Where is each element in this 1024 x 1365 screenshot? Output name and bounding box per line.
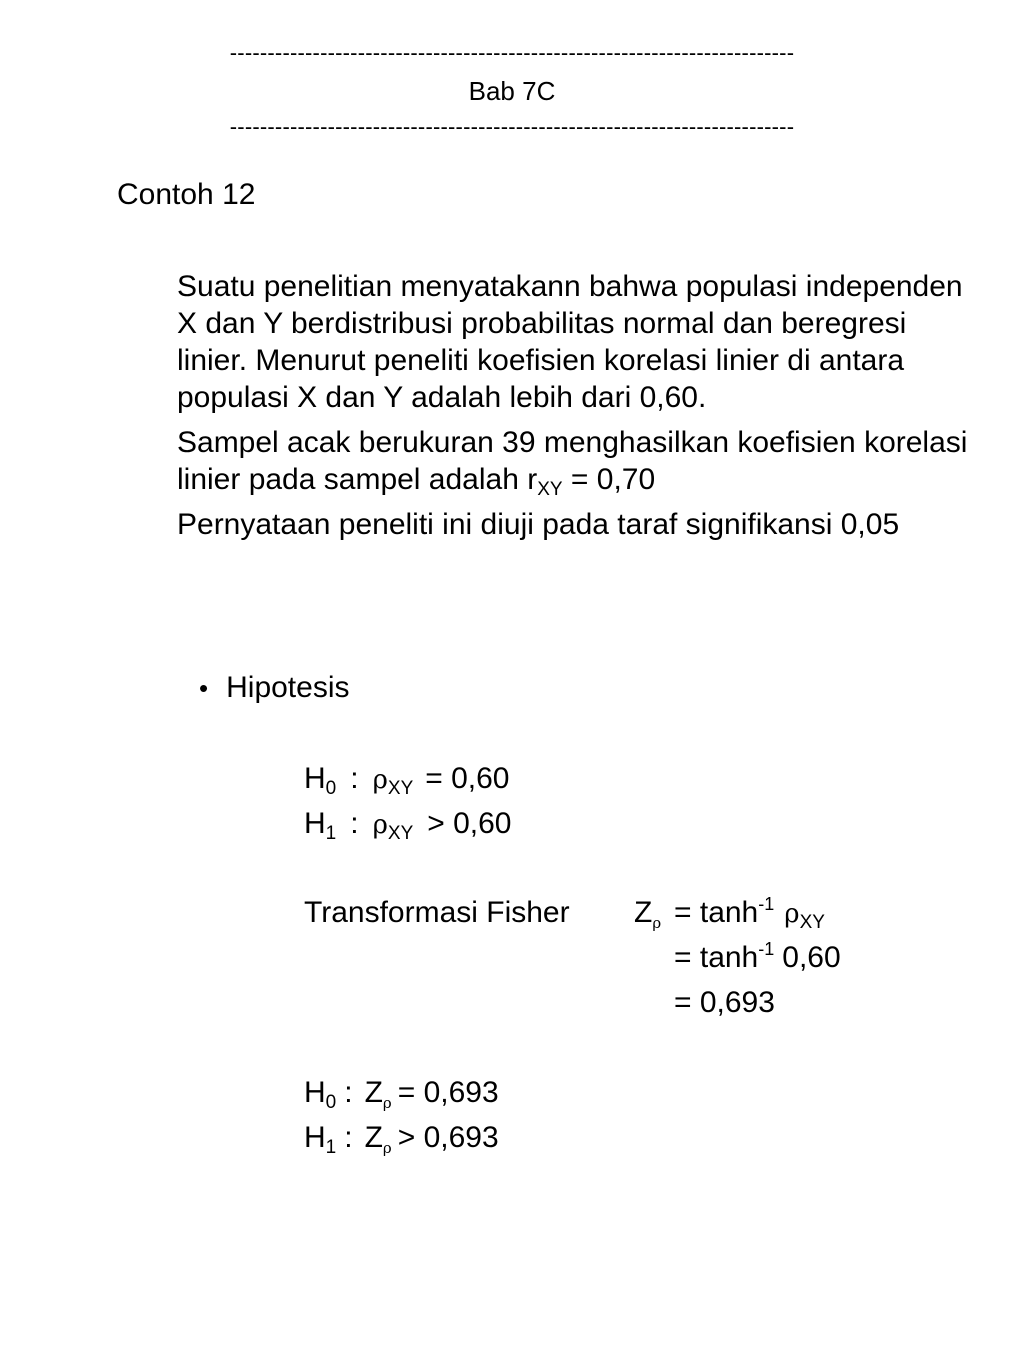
bullet-label: Hipotesis [226, 671, 350, 704]
h1-letter: H [304, 807, 326, 840]
z-h0-colon: : [344, 1076, 353, 1109]
fisher-z-letter: Z [634, 896, 653, 929]
chapter-title: Bab 7C [468, 76, 556, 106]
z-h1-relation: > 0,693 [397, 1121, 499, 1154]
fisher-z [634, 894, 661, 931]
fisher-eq1-prefix: = tanh [674, 896, 759, 929]
fisher-eq1-rho-subscript: XY [799, 912, 825, 933]
problem-p2-subscript: XY [537, 479, 563, 500]
z-h1-z-letter: Z [364, 1121, 383, 1154]
fisher-eq2-prefix: = tanh [674, 941, 759, 974]
h1-relation: > 0,60 [427, 807, 512, 840]
fisher-eq2-value: 0,60 [782, 941, 841, 974]
bullet-dot: • [199, 673, 209, 703]
h1-rho-symbol: ρ [372, 810, 388, 840]
hypothesis-h0-z [304, 1074, 499, 1111]
fisher-eq1-rho: ρ [784, 899, 800, 929]
fisher-equation-1 [674, 894, 825, 933]
h0-rho-symbol: ρ [372, 765, 388, 795]
problem-paragraph-3: Pernyataan peneliti ini diuji pada taraf signifikansi 0,05 [177, 508, 900, 541]
fisher-label: Transformasi Fisher [304, 896, 570, 929]
z-h1-colon: : [344, 1121, 353, 1154]
example-title: Contoh 12 [117, 178, 256, 211]
z-h0-z-subscript: ρ [382, 1094, 392, 1112]
hypothesis-h0-rho [304, 760, 510, 799]
z-h0-letter: H [304, 1076, 326, 1109]
z-h0-z-letter: Z [364, 1076, 383, 1109]
fisher-eq1-superscript: -1 [758, 894, 775, 914]
h0-letter: H [304, 762, 326, 795]
hypothesis-h1-z [304, 1119, 499, 1156]
h0-relation: = 0,60 [425, 762, 510, 795]
z-h0-subscript: 0 [325, 1092, 337, 1113]
h0-subscript: 0 [325, 778, 337, 799]
problem-p2-value: = 0,70 [562, 463, 656, 496]
z-h1-letter: H [304, 1121, 326, 1154]
z-h1-subscript: 1 [325, 1137, 337, 1158]
bullet-hipotesis [199, 669, 350, 707]
h1-subscript: 1 [325, 823, 337, 844]
problem-paragraph-1: Suatu penelitian menyatakann bahwa populasi independen X dan Y berdistribusi probabilitas normal dan beregresi linier. Menurut peneliti koefisien korelasi linier di antara populasi X dan Y adalah lebih dari 0,60. [177, 270, 963, 414]
h1-colon: : [350, 807, 359, 840]
z-h0-relation: = 0,693 [397, 1076, 499, 1109]
hypothesis-h1-rho [304, 805, 512, 844]
z-h1-z-subscript: ρ [382, 1139, 392, 1157]
h0-colon: : [350, 762, 359, 795]
fisher-equation-3: = 0,693 [674, 986, 775, 1019]
fisher-z-subscript: ρ [652, 914, 662, 932]
h0-rho-subscript: XY [387, 778, 414, 799]
problem-p2-text: Sampel acak berukuran 39 menghasilkan koefisien korelasi linier pada sampel adalah r [177, 426, 968, 496]
header-rule-top: --------------------------------------------------------------------------- [229, 40, 795, 65]
problem-paragraph-2 [177, 424, 977, 498]
problem-statement [177, 268, 977, 551]
h1-rho-subscript: XY [387, 823, 414, 844]
fisher-eq2-superscript: -1 [758, 939, 775, 959]
fisher-equation-2 [674, 939, 841, 976]
header-rule-bottom: --------------------------------------------------------------------------- [229, 114, 795, 139]
